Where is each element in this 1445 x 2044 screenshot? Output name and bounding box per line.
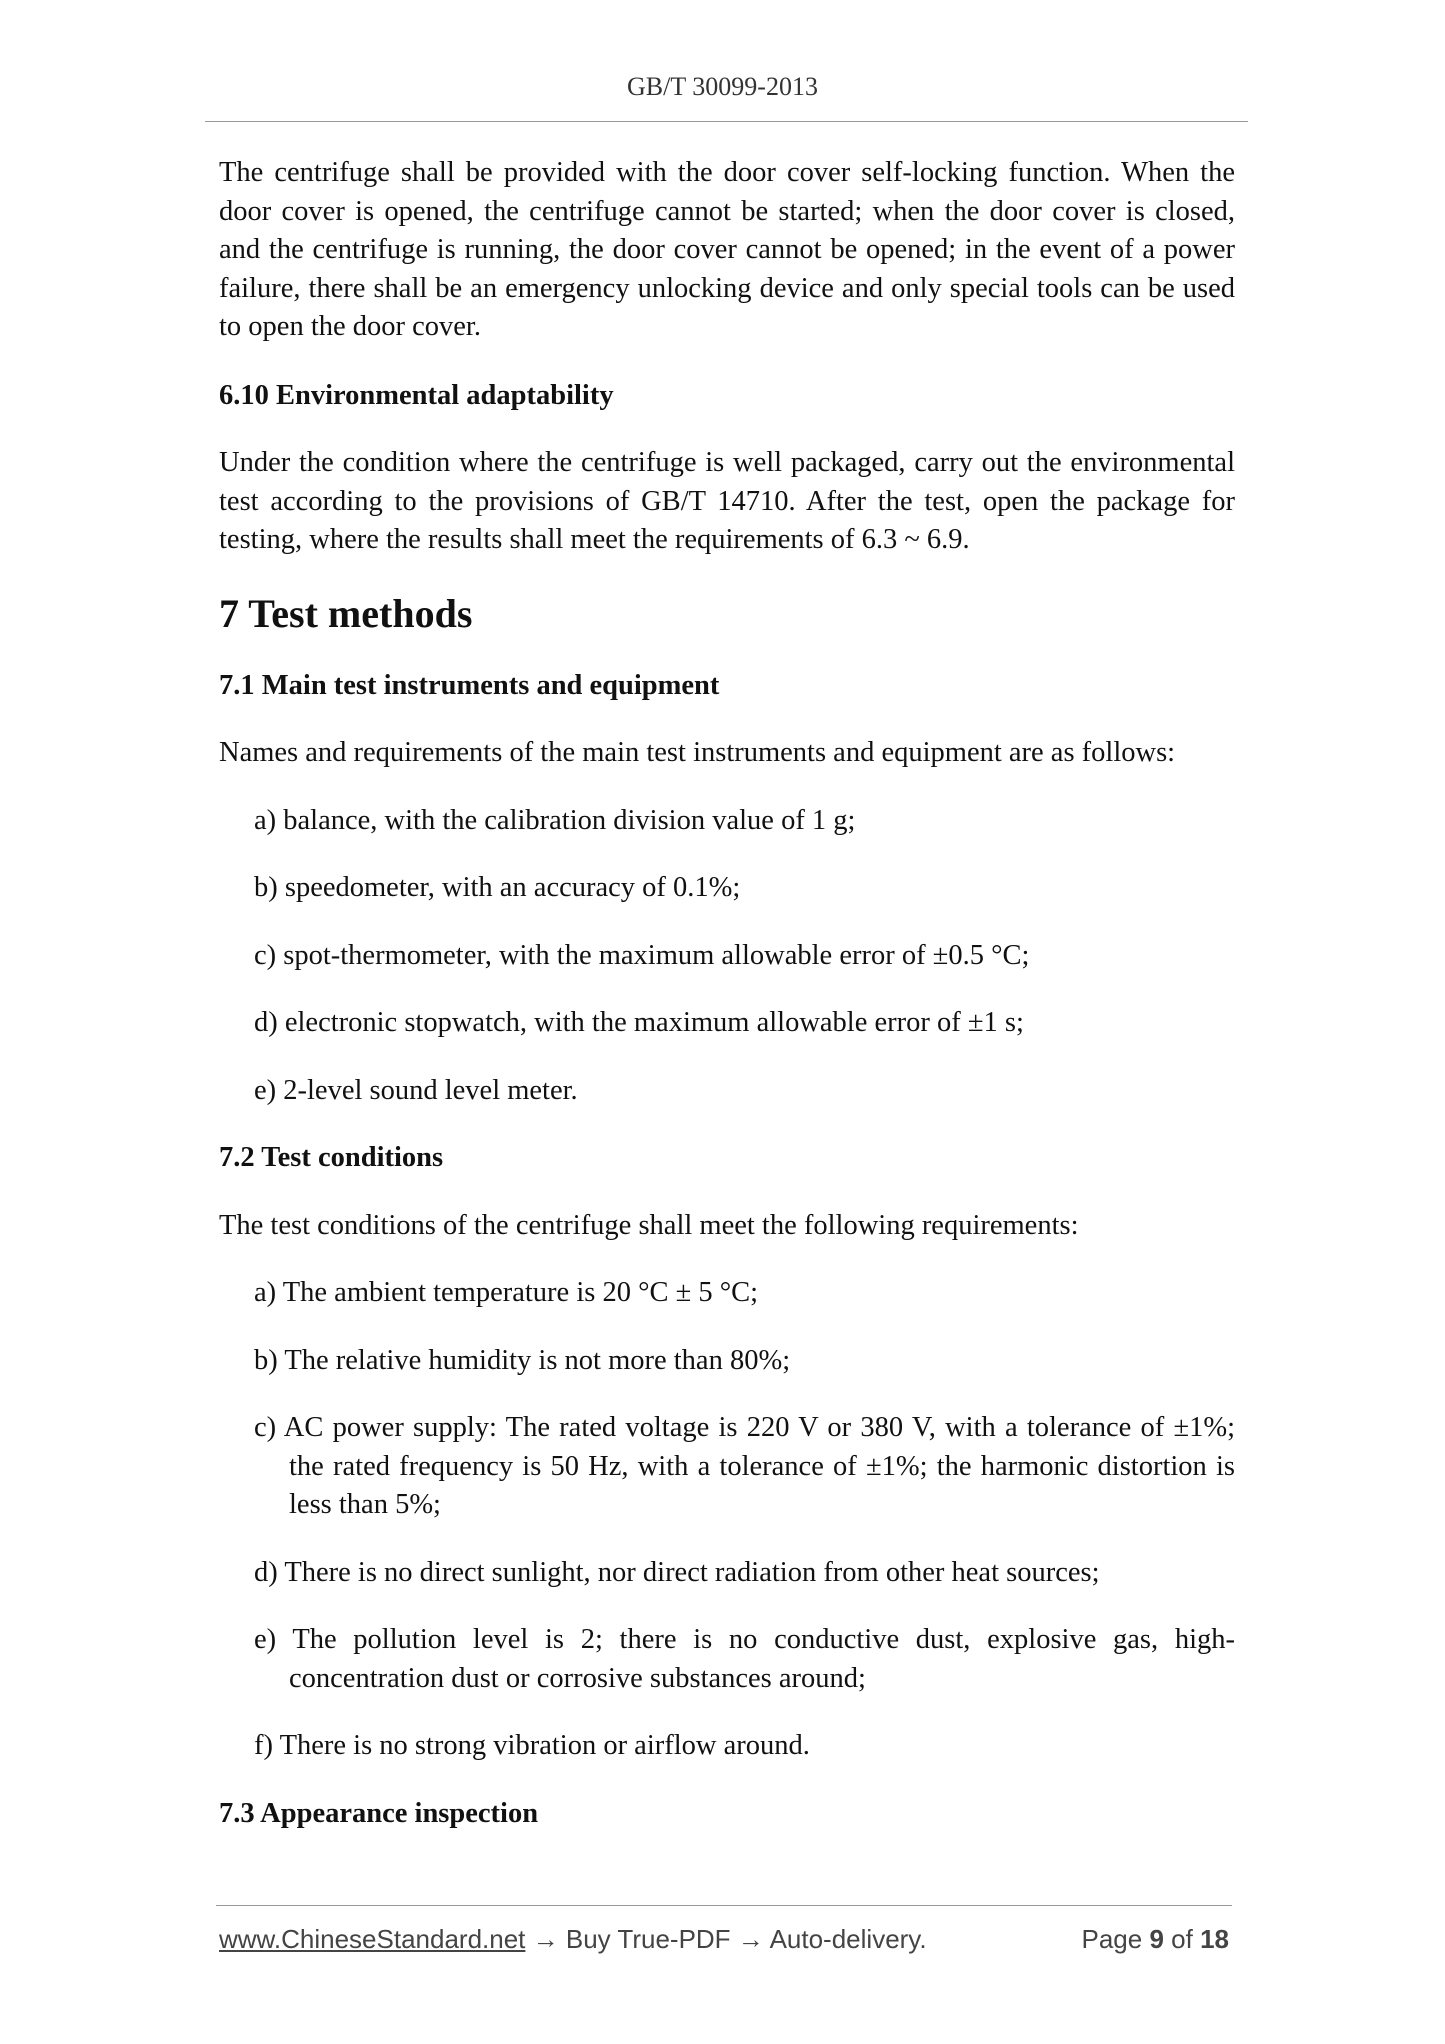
intro-line: failure, there shall be an emergency unlocking device and only special tools can be used [219,272,1235,304]
list-item-line: c) AC power supply: The rated voltage is 220 V or 380 V, with a tolerance of ±1%; [254,1412,1235,1443]
list-item-line: less than 5%; [289,1489,441,1520]
section-7-2-heading: 7.2 Test conditions [219,1142,444,1173]
chapter-7-heading: 7 Test methods [219,590,473,636]
page-footer [219,1924,1229,1955]
website-link[interactable]: www.ChineseStandard.net [219,1924,526,1954]
document-body [219,154,1235,1833]
paragraph-line: testing, where the results shall meet the requirements of 6.3 ~ 6.9. [219,524,970,555]
list-item: c) spot-thermometer, with the maximum allowable error of ±0.5 °C; [254,939,1030,971]
intro-line: to open the door cover. [219,311,481,342]
intro-line: door cover is opened, the centrifuge cannot be started; when the door cover is closed, [219,195,1235,227]
list-item: e) 2-level sound level meter. [254,1074,578,1106]
page-label: Page [1081,1924,1143,1954]
list-item-line: the rated frequency is 50 Hz, with a tolerance of ±1%; the harmonic distortion is [289,1450,1235,1482]
list-item: d) There is no direct sunlight, nor direct radiation from other heat sources; [254,1556,1100,1588]
page-indicator [1081,1924,1229,1955]
paragraph-line: Under the condition where the centrifuge is well packaged, carry out the environmental [219,447,1235,478]
section-7-2-intro: The test conditions of the centrifuge shall meet the following requirements: [219,1209,1079,1241]
list-item-line: concentration dust or corrosive substances around; [289,1662,866,1694]
list-item: d) electronic stopwatch, with the maximum allowable error of ±1 s; [254,1007,1024,1038]
section-7-3-heading: 7.3 Appearance inspection [219,1797,539,1829]
section-7-1-intro: Names and requirements of the main test instruments and equipment are as follows: [219,737,1176,768]
list-item [219,1621,1235,1698]
list-item: b) speedometer, with an accuracy of 0.1%; [254,872,741,903]
list-item: f) There is no strong vibration or airflow around. [254,1730,810,1761]
section-6-10-paragraph [219,444,1235,560]
list-item [219,1409,1235,1525]
list-item-line: e) The pollution level is 2; there is no conductive dust, explosive gas, high- [254,1624,1235,1655]
current-page-number: 9 [1149,1924,1164,1954]
total-pages-number: 18 [1200,1924,1229,1954]
section-7-1-heading: 7.1 Main test instruments and equipment [219,669,720,701]
list-item: b) The relative humidity is not more than 80%; [254,1344,791,1376]
section-6-10-heading: 6.10 Environmental adaptability [219,379,614,411]
list-item: a) balance, with the calibration division value of 1 g; [254,804,856,836]
intro-line: and the centrifuge is running, the door cover cannot be opened; in the event of a power [219,234,1235,265]
page-header: GB/T 30099-2013 [627,72,818,101]
header-divider [205,121,1248,122]
of-label: of [1171,1924,1193,1954]
footer-divider [216,1905,1232,1906]
intro-line: The centrifuge shall be provided with the door cover self-locking function. When the [219,157,1235,188]
footer-tagline: → Buy True-PDF → Auto-delivery. [525,1924,927,1954]
paragraph-line: test according to the provisions of GB/T 14710. After the test, open the package for [219,485,1235,517]
intro-paragraph [219,154,1235,347]
list-item: a) The ambient temperature is 20 °C ± 5 °C; [254,1277,759,1308]
